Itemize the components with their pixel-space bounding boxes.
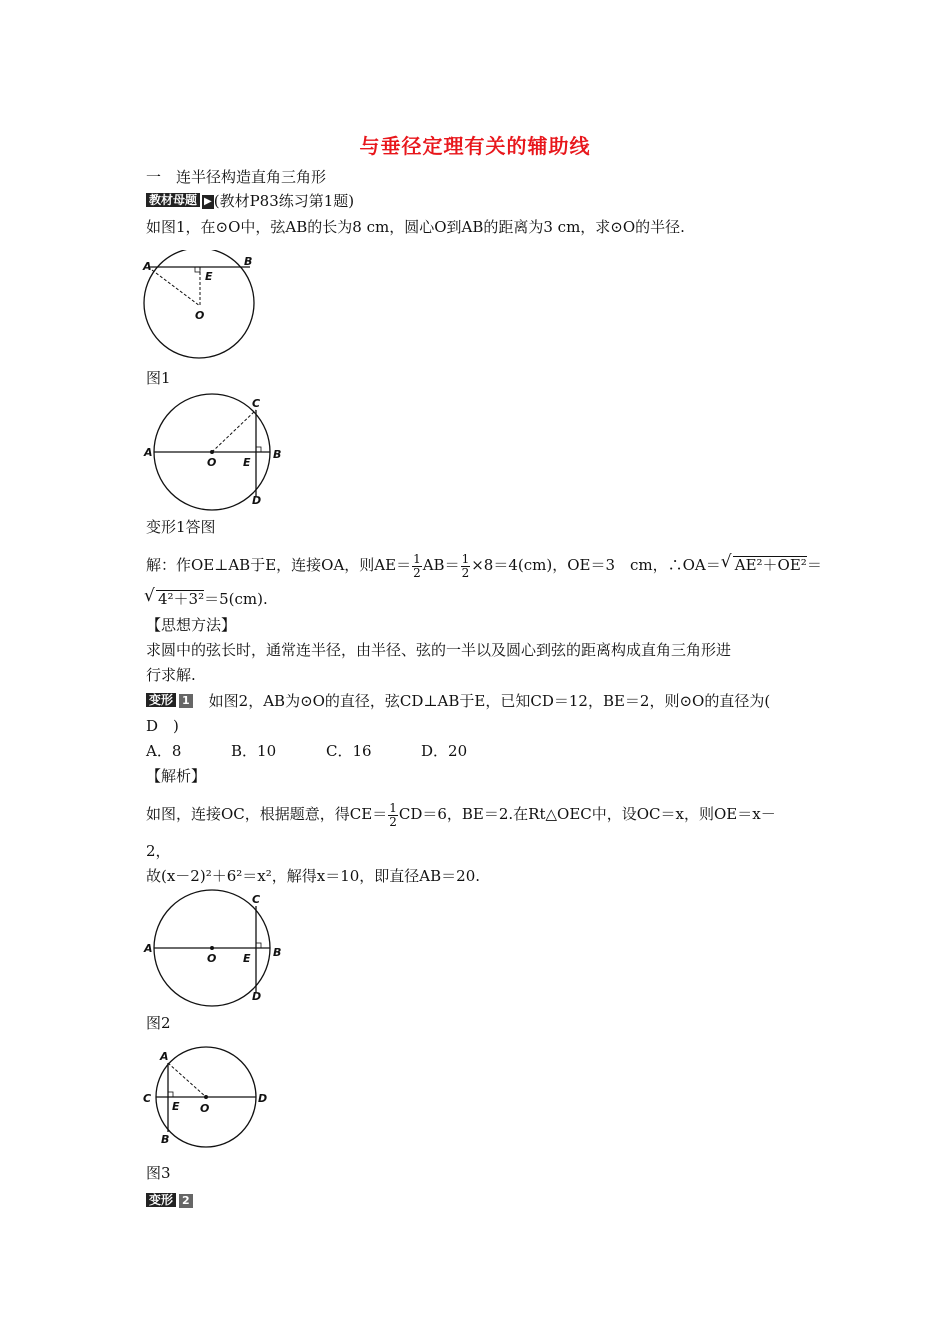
fv1-label-c: C — [252, 397, 261, 410]
variant-1-line1 — [146, 692, 770, 710]
fv1-label-d: D — [252, 494, 262, 507]
analysis-text-b: CD＝6，BE＝2.在Rt△OEC中，设OC＝x，则OE＝x－ — [398, 805, 776, 823]
fig2-label-e: E — [243, 952, 251, 965]
solution-1-text-d: ＝ — [806, 556, 822, 574]
option-d: D．20 — [421, 742, 468, 760]
fv1-oc-line — [212, 410, 256, 452]
fv1-right-angle — [256, 447, 261, 452]
fig3-label-d: D — [258, 1092, 268, 1105]
analysis-line-2: 2， — [146, 842, 171, 860]
analysis-heading: 【解析】 — [146, 767, 207, 785]
fig2-label-o: O — [207, 952, 217, 965]
fig3-center-dot — [204, 1095, 208, 1099]
option-c: C．16 — [326, 742, 372, 760]
fv1-label-o: O — [207, 456, 217, 469]
sqrt-4-3: √ 4²＋3² — [156, 590, 204, 607]
figure-3 — [140, 1044, 280, 1154]
option-b: B．10 — [231, 742, 277, 760]
fig1-caption: 图1 — [146, 369, 171, 387]
analysis-text-a: 如图，连接OC，根据题意，得CE＝ — [146, 805, 388, 823]
variant-1-tag: 变形 — [146, 693, 176, 707]
solution-1-text-a: 解：作OE⊥AB于E，连接OA，则AE＝ — [146, 556, 412, 574]
problem-1-text: 如图1，在⊙O中，弦AB的长为8 cm，圆心O到AB的距离为3 cm，求⊙O的半径. — [146, 218, 685, 236]
fig1-label-b: B — [244, 255, 253, 268]
fig1-label-o: O — [195, 309, 205, 322]
figure-variant1-answer — [140, 390, 290, 512]
solution-1-text-c: ×8＝4(cm)，OE＝3 cm，∴OA＝ — [471, 556, 721, 574]
analysis-line-3: 故(x－2)²＋6²＝x²，解得x＝10，即直径AB＝20. — [146, 867, 481, 885]
fig2-center-dot — [210, 946, 214, 950]
variant-2-tag: 变形 — [146, 1193, 176, 1207]
method-line-1: 求圆中的弦长时，通常连半径，由半径、弦的一半以及圆心到弦的距离构成直角三角形进 — [146, 641, 732, 659]
sqrt-ae-oe: √ AE²＋OE² — [733, 556, 807, 573]
fig1-right-angle — [195, 267, 200, 272]
section-heading: 一 连半径构造直角三角形 — [146, 168, 327, 186]
solution-1-line2 — [146, 590, 268, 608]
mother-problem-ref: (教材P83练习第1题) — [213, 192, 355, 210]
variant-2-number: 2 — [179, 1194, 193, 1208]
fig3-label-b: B — [161, 1133, 170, 1146]
solution-1-line1 — [146, 548, 822, 582]
fig2-label-c: C — [252, 893, 261, 906]
fig1-circle — [144, 250, 254, 358]
fig2-caption: 图2 — [146, 1014, 171, 1032]
fig2-label-b: B — [273, 946, 282, 959]
variant-1-number: 1 — [179, 694, 193, 708]
fig3-label-o: O — [200, 1102, 210, 1115]
fv1-label-b: B — [273, 448, 282, 461]
analysis-line-1 — [146, 797, 776, 831]
fig3-label-c: C — [143, 1092, 152, 1105]
fig2-label-d: D — [252, 990, 262, 1003]
page-title: 与垂径定理有关的辅助线 — [359, 134, 591, 158]
fig3-right-angle — [168, 1092, 173, 1097]
fig3-label-e: E — [172, 1100, 180, 1113]
method-line-2: 行求解. — [146, 666, 196, 684]
fig1-label-e: E — [205, 270, 213, 283]
play-icon: ▶ — [204, 196, 212, 207]
mother-problem-header — [146, 192, 354, 210]
fig3-caption: 图3 — [146, 1164, 171, 1182]
mother-problem-tag: 教材母题 — [146, 193, 200, 207]
fig-v1-caption: 变形1答图 — [146, 518, 216, 536]
variant-2-header — [146, 1192, 193, 1210]
variant-1-answer: D ) — [146, 717, 179, 735]
fig2-right-angle — [256, 943, 261, 948]
fig3-label-a: A — [160, 1050, 169, 1063]
variant-1-text: 如图2，AB为⊙O的直径，弦CD⊥AB于E，已知CD＝12，BE＝2，则⊙O的直径为( — [208, 692, 771, 710]
figure-2 — [140, 886, 290, 1008]
fig2-label-a: A — [144, 942, 153, 955]
solution-1-text-e: ＝5(cm). — [204, 590, 268, 608]
fraction-half-2: $\frac{1}{2}$ — [461, 551, 470, 580]
fv1-center-dot — [210, 450, 214, 454]
option-a: A．8 — [146, 742, 182, 760]
method-heading: 【思想方法】 — [146, 616, 237, 634]
fraction-half-3: $\frac{1}{2}$ — [389, 800, 397, 829]
fig1-label-a: A — [143, 260, 152, 273]
fig1-oa-line — [148, 267, 200, 306]
solution-1-text-b: AB＝ — [422, 556, 460, 574]
fv1-label-a: A — [144, 446, 153, 459]
fig3-oa-line — [168, 1063, 206, 1097]
fv1-label-e: E — [243, 456, 251, 469]
fraction-half-1: $\frac{1}{2}$ — [413, 551, 421, 580]
figure-1 — [140, 250, 270, 370]
